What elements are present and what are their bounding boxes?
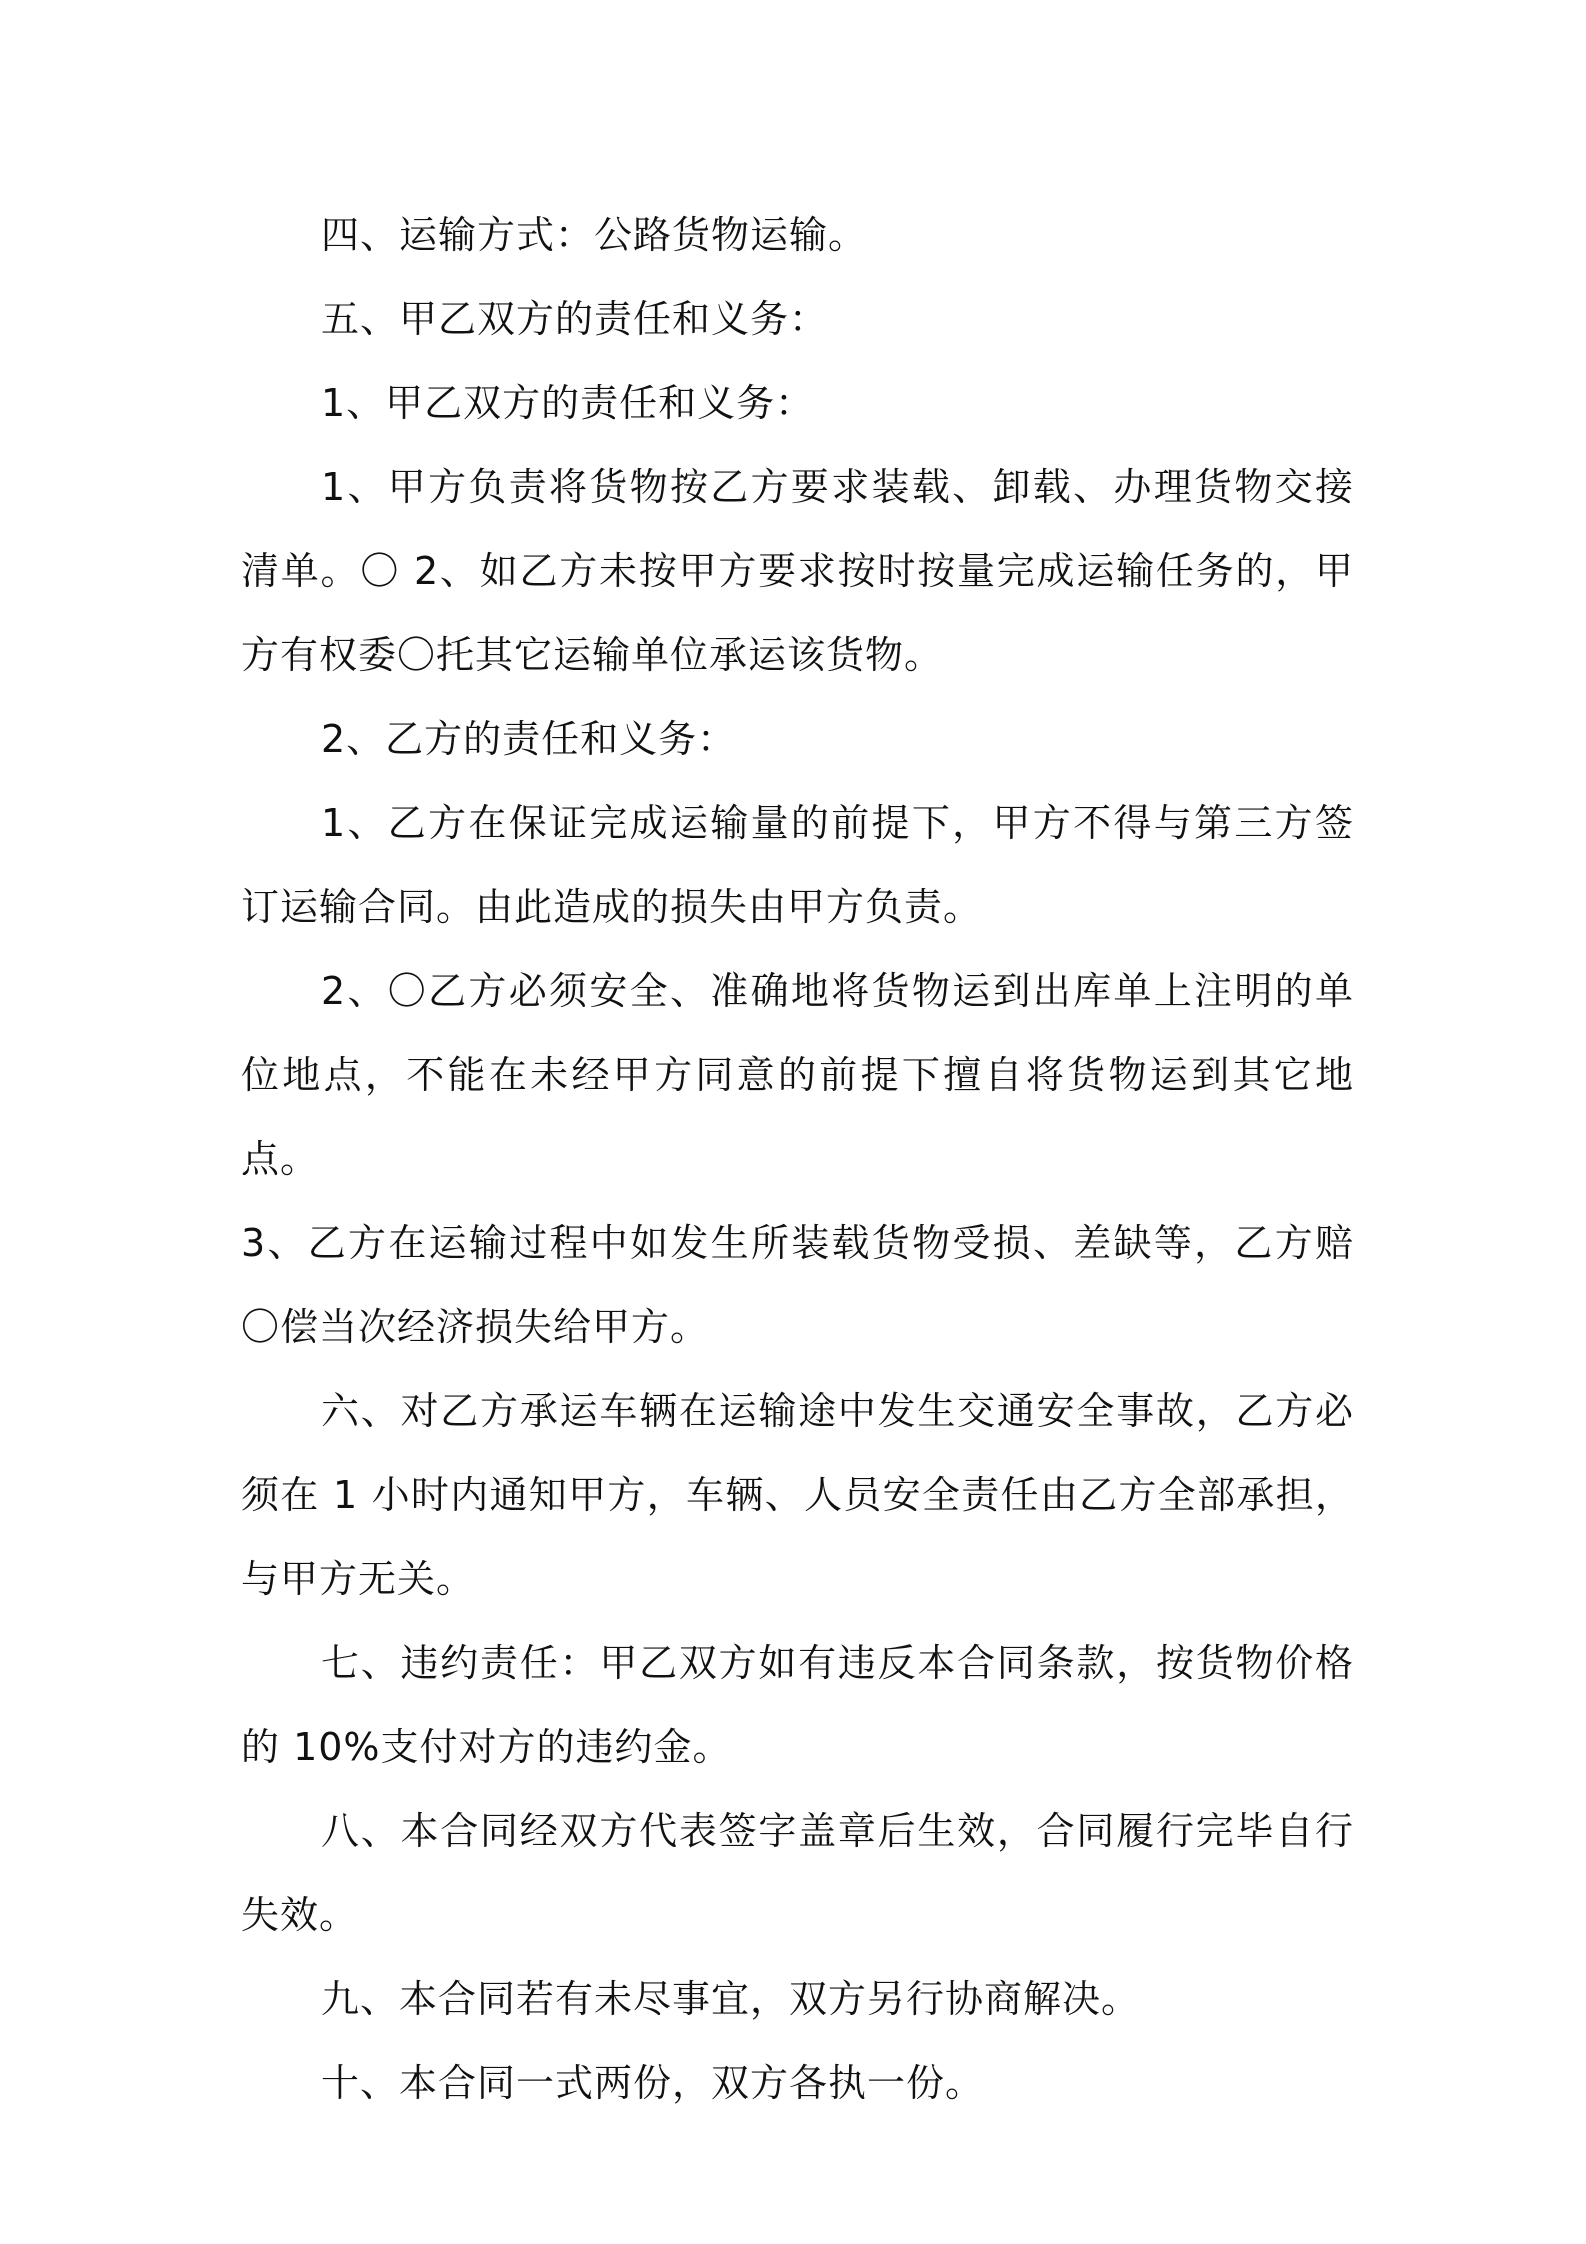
document-body (241, 193, 1354, 2125)
paragraph-both-parties-heading: 1、甲乙双方的责任和义务： (321, 381, 815, 425)
paragraph-liability-clause: 七、违约责任：甲乙双方如有违反本合同条款，按货物价格的 10%支付对方的违约金。 (241, 1641, 1354, 1769)
paragraph-effective-clause: 八、本合同经双方代表签字盖章后生效，合同履行完毕自行失效。 (241, 1809, 1354, 1937)
paragraph-copies-clause: 十、本合同一式两份，双方各执一份。 (321, 2061, 985, 2105)
paragraph-party-a-duty: 1、甲方负责将货物按乙方要求装载、卸载、办理货物交接清单。〇 2、如乙方未按甲方要求按时按量完成运输任务的，甲方有权委〇托其它运输单位承运该货物。 (241, 465, 1354, 677)
paragraph-party-b-heading: 2、乙方的责任和义务： (321, 717, 737, 761)
paragraph-party-b-duty-1: 1、乙方在保证完成运输量的前提下，甲方不得与第三方签订运输合同。由此造成的损失由甲方负责。 (241, 801, 1354, 929)
paragraph-responsibilities-heading: 五、甲乙双方的责任和义务： (321, 297, 829, 341)
paragraph-transport-method: 四、运输方式：公路货物运输。 (321, 213, 868, 257)
paragraph-party-b-duty-3: 3、乙方在运输过程中如发生所装载货物受损、差缺等，乙方赔〇偿当次经济损失给甲方。 (241, 1221, 1354, 1349)
paragraph-party-b-duty-2: 2、〇乙方必须安全、准确地将货物运到出库单上注明的单位地点，不能在未经甲方同意的前提下擅自将货物运到其它地点。 (241, 969, 1354, 1181)
paragraph-accident-clause: 六、对乙方承运车辆在运输途中发生交通安全事故，乙方必须在 1 小时内通知甲方，车辆、人员安全责任由乙方全部承担，与甲方无关。 (241, 1389, 1354, 1601)
paragraph-unresolved-clause: 九、本合同若有未尽事宜，双方另行协商解决。 (321, 1977, 1141, 2021)
